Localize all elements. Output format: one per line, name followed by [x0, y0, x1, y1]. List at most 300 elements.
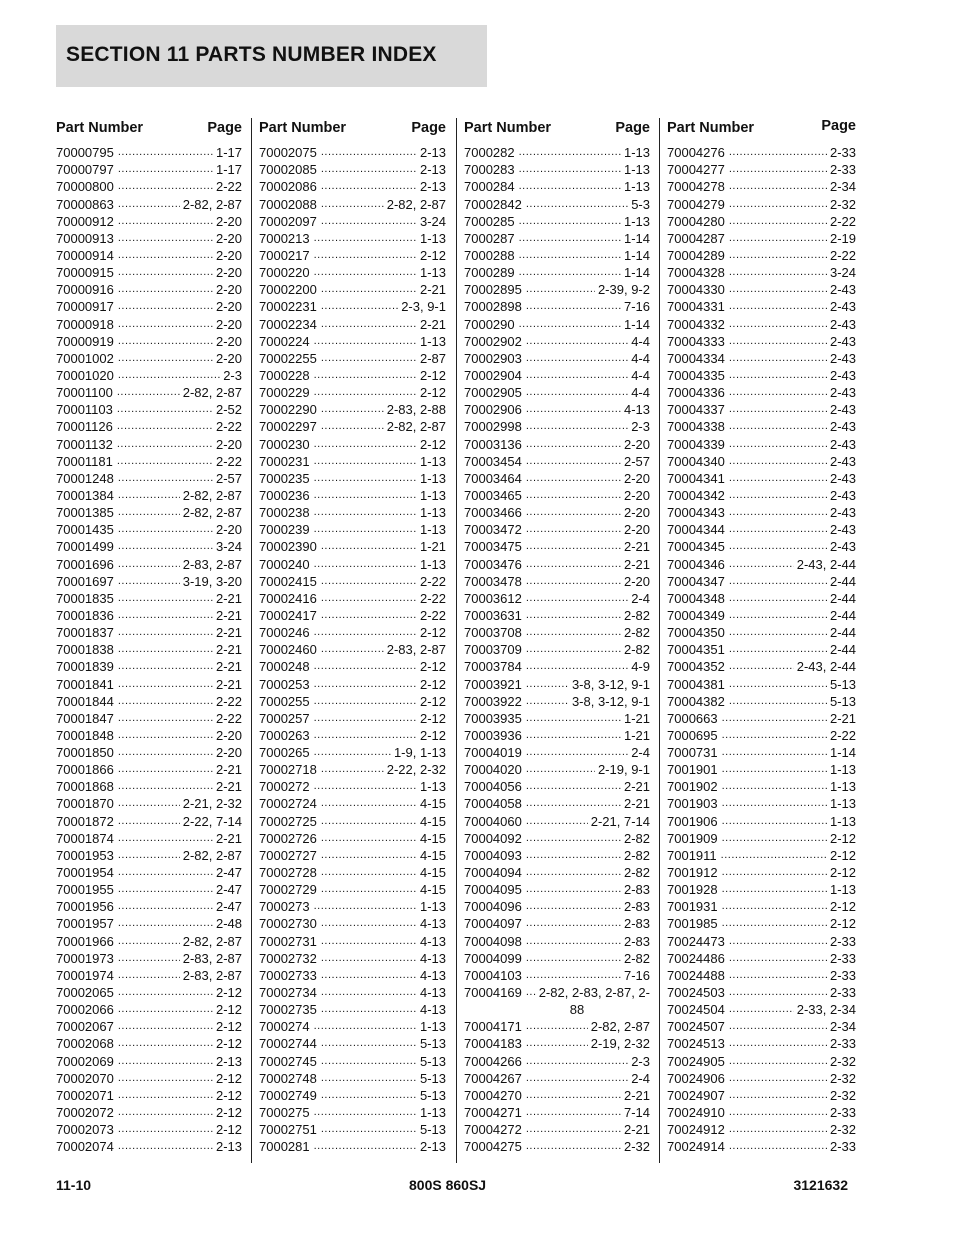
index-row	[464, 537, 650, 554]
index-row	[56, 606, 242, 623]
dot-leader	[321, 643, 384, 655]
index-row	[464, 212, 650, 229]
index-row	[56, 709, 242, 726]
part-number: 70004271	[464, 1105, 522, 1121]
page-reference: 2-83	[623, 933, 650, 949]
part-number: 70024910	[667, 1105, 725, 1121]
index-row	[464, 674, 650, 691]
page-reference: 2-82	[623, 847, 650, 863]
index-row	[259, 160, 446, 177]
part-number: 70002749	[259, 1087, 317, 1103]
page-reference: 2-21	[419, 282, 446, 298]
dot-leader	[321, 917, 417, 929]
page-reference: 2-82, 2-87	[182, 847, 242, 863]
part-number: 7000217	[259, 247, 310, 263]
index-row	[667, 314, 856, 331]
page-reference: 4-13	[419, 1002, 446, 1018]
dot-leader	[118, 592, 213, 604]
dot-leader	[721, 849, 827, 861]
index-row	[56, 726, 242, 743]
page-reference: 3-24	[829, 265, 856, 281]
index-row	[464, 589, 650, 606]
index-row	[56, 1000, 242, 1017]
index-row	[259, 640, 446, 657]
dot-leader	[117, 455, 213, 467]
part-number-header: Part Number	[667, 120, 755, 136]
page-header: Page	[615, 120, 650, 136]
page-reference: 2-34	[829, 1019, 856, 1035]
part-number: 70004348	[667, 590, 725, 606]
index-row	[56, 1103, 242, 1120]
index-row	[259, 1086, 446, 1103]
page-reference: 4-13	[623, 402, 650, 418]
dot-leader	[321, 935, 417, 947]
dot-leader	[729, 455, 827, 467]
dot-leader	[321, 797, 417, 809]
page-reference: 2-33	[829, 985, 856, 1001]
index-row	[259, 246, 446, 263]
index-row	[464, 469, 650, 486]
part-number: 70004270	[464, 1087, 522, 1103]
dot-leader	[118, 883, 213, 895]
page-reference: 2-82	[623, 607, 650, 623]
dot-leader	[118, 506, 180, 518]
part-number: 70024513	[667, 1036, 725, 1052]
dot-leader	[519, 146, 621, 158]
index-row	[667, 931, 856, 948]
index-row	[259, 434, 446, 451]
index-row	[667, 143, 856, 160]
dot-leader	[526, 369, 628, 381]
index-row	[56, 349, 242, 366]
index-row	[464, 314, 650, 331]
part-number: 70002903	[464, 350, 522, 366]
dot-leader	[321, 1089, 417, 1101]
dot-leader	[118, 797, 180, 809]
index-row	[464, 794, 650, 811]
dot-leader	[729, 163, 827, 175]
page-reference: 2-33	[829, 1036, 856, 1052]
index-row	[667, 537, 856, 554]
part-number: 70004332	[667, 316, 725, 332]
index-row	[667, 194, 856, 211]
part-number: 70024486	[667, 950, 725, 966]
dot-leader	[321, 986, 417, 998]
index-row	[259, 177, 446, 194]
dot-leader	[321, 763, 384, 775]
part-number: 7000285	[464, 213, 515, 229]
index-row	[259, 726, 446, 743]
page-reference: 2-13	[419, 145, 446, 161]
dot-leader	[729, 180, 827, 192]
index-row	[667, 1086, 856, 1103]
index-row	[56, 846, 242, 863]
index-row	[464, 846, 650, 863]
part-number: 70004280	[667, 213, 725, 229]
index-row	[464, 1103, 650, 1120]
index-row	[56, 777, 242, 794]
part-number: 70002902	[464, 333, 522, 349]
index-row	[464, 983, 650, 1000]
part-number: 70002073	[56, 1122, 114, 1138]
index-row	[667, 1034, 856, 1051]
part-number: 70001499	[56, 539, 114, 555]
part-number: 7000220	[259, 265, 310, 281]
dot-leader	[729, 678, 827, 690]
page-reference: 2-82	[623, 950, 650, 966]
index-row	[464, 417, 650, 434]
page-reference: 2-13	[215, 1053, 242, 1069]
index-row	[667, 674, 856, 691]
dot-leader	[118, 729, 213, 741]
page-reference: 2-20	[215, 230, 242, 246]
page-reference: 2-43, 2-44	[796, 659, 856, 675]
part-number: 7000257	[259, 710, 310, 726]
page-reference: 2-21	[215, 830, 242, 846]
page-reference: 2-20	[623, 487, 650, 503]
index-row	[259, 229, 446, 246]
part-number: 70003136	[464, 436, 522, 452]
dot-leader	[321, 883, 417, 895]
page-reference: 2-20	[215, 436, 242, 452]
index-column-1	[56, 118, 242, 1163]
page-reference: 2-34	[829, 179, 856, 195]
dot-leader	[314, 1106, 417, 1118]
page-reference: 2-43	[829, 539, 856, 555]
dot-leader	[722, 917, 827, 929]
page-reference: 2-19, 9-1	[597, 762, 650, 778]
dot-leader	[526, 729, 621, 741]
part-number: 70004103	[464, 967, 522, 983]
part-number: 70002735	[259, 1002, 317, 1018]
dot-leader	[321, 1037, 417, 1049]
page-reference: 2-21	[623, 1122, 650, 1138]
page-reference: 3-8, 3-12, 9-1	[571, 693, 650, 709]
page-reference: 2-82, 2-87	[386, 419, 446, 435]
page-reference: 2-52	[215, 402, 242, 418]
index-row	[259, 349, 446, 366]
index-row	[667, 1069, 856, 1086]
dot-leader	[526, 763, 595, 775]
index-row	[259, 452, 446, 469]
index-row	[464, 160, 650, 177]
index-row	[259, 811, 446, 828]
index-row	[56, 589, 242, 606]
part-number: 70001696	[56, 556, 114, 572]
page-reference: 2-4	[631, 1070, 650, 1086]
part-number: 7000289	[464, 265, 515, 281]
part-number: 7000283	[464, 162, 515, 178]
part-number: 70003454	[464, 453, 522, 469]
part-number: 70004060	[464, 813, 522, 829]
dot-leader	[118, 283, 213, 295]
page-reference: 2-33	[829, 1105, 856, 1121]
manual-number: 3121632	[793, 1177, 848, 1193]
index-row	[259, 572, 446, 589]
part-number: 70002069	[56, 1053, 114, 1069]
dot-leader	[118, 318, 213, 330]
page-reference: 2-47	[215, 882, 242, 898]
dot-leader	[519, 318, 621, 330]
part-number: 70001839	[56, 659, 114, 675]
page-reference: 2-82, 2-87	[182, 505, 242, 521]
part-number: 70002255	[259, 350, 317, 366]
part-number: 70004336	[667, 385, 725, 401]
index-row	[56, 1137, 242, 1154]
dot-leader	[314, 369, 417, 381]
page-reference: 2-22	[419, 607, 446, 623]
part-number: 70001868	[56, 779, 114, 795]
page-reference: 1-13	[419, 1105, 446, 1121]
page-reference: 2-82	[623, 625, 650, 641]
page-reference: 2-32	[829, 1122, 856, 1138]
page-reference: 2-20	[215, 282, 242, 298]
page-reference: 2-21	[623, 539, 650, 555]
page-reference: 2-20	[215, 522, 242, 538]
dot-leader	[729, 575, 827, 587]
part-number: 7000695	[667, 727, 718, 743]
part-number: 7000255	[259, 693, 310, 709]
dot-leader	[314, 558, 417, 570]
dot-leader	[729, 438, 827, 450]
page-reference: 2-22, 2-32	[386, 762, 446, 778]
column-header	[464, 120, 650, 140]
index-row	[56, 1069, 242, 1086]
index-row	[667, 709, 856, 726]
dot-leader	[118, 1106, 213, 1118]
part-number: 7000238	[259, 505, 310, 521]
index-row	[56, 212, 242, 229]
page-reference: 1-13	[419, 556, 446, 572]
page-reference: 5-13	[419, 1070, 446, 1086]
dot-leader	[526, 283, 595, 295]
page-reference: 2-21	[215, 607, 242, 623]
part-number: 70004382	[667, 693, 725, 709]
part-number: 70024914	[667, 1139, 725, 1155]
dot-leader	[729, 283, 827, 295]
dot-leader	[722, 900, 827, 912]
index-row	[667, 623, 856, 640]
page-reference: 2-21, 2-32	[182, 796, 242, 812]
dot-leader	[519, 180, 621, 192]
part-number: 70004351	[667, 642, 725, 658]
dot-leader	[526, 1072, 628, 1084]
part-number: 70004335	[667, 367, 725, 383]
dot-leader	[118, 1055, 213, 1067]
part-number: 70002416	[259, 590, 317, 606]
page-reference: 2-43	[829, 367, 856, 383]
index-row	[667, 1051, 856, 1068]
dot-leader	[526, 403, 621, 415]
part-number: 70001870	[56, 796, 114, 812]
page-reference: 2-20	[215, 299, 242, 315]
dot-leader	[526, 352, 628, 364]
page-reference: 2-44	[829, 642, 856, 658]
part-number: 70003936	[464, 727, 522, 743]
part-number: 70002998	[464, 419, 522, 435]
dot-leader	[729, 318, 827, 330]
part-number: 70002200	[259, 282, 317, 298]
page-header: Page	[411, 120, 446, 136]
dot-leader	[526, 660, 628, 672]
page-reference: 2-82, 2-87	[182, 933, 242, 949]
part-number: 70004058	[464, 796, 522, 812]
index-row	[56, 897, 242, 914]
index-row	[464, 726, 650, 743]
dot-leader	[118, 626, 213, 638]
part-number: 70002906	[464, 402, 522, 418]
page-reference: 2-12	[419, 625, 446, 641]
page-reference: 2-4	[631, 745, 650, 761]
index-row	[667, 520, 856, 537]
page-reference: 2-48	[215, 916, 242, 932]
index-row	[56, 983, 242, 1000]
part-number: 7001911	[667, 847, 717, 863]
part-number: 7000224	[259, 333, 310, 349]
page-reference: 2-21	[215, 762, 242, 778]
index-row	[56, 400, 242, 417]
part-number: 70002460	[259, 642, 317, 658]
page-reference: 2-32	[623, 1139, 650, 1155]
part-number: 70002070	[56, 1070, 114, 1086]
section-title: SECTION 11 PARTS NUMBER INDEX	[66, 43, 437, 66]
dot-leader	[722, 780, 827, 792]
part-number: 70004347	[667, 573, 725, 589]
index-row	[259, 1069, 446, 1086]
dot-leader	[118, 969, 180, 981]
page-reference: 1-17	[215, 145, 242, 161]
dot-leader	[729, 1123, 827, 1135]
page-reference: 5-13	[419, 1087, 446, 1103]
part-number: 70004337	[667, 402, 725, 418]
dot-leader	[118, 1037, 213, 1049]
part-number: 70001100	[56, 385, 113, 401]
part-number: 70001955	[56, 882, 114, 898]
part-number: 70002725	[259, 813, 317, 829]
page-reference: 2-22	[419, 573, 446, 589]
dot-leader	[526, 883, 621, 895]
dot-leader	[118, 180, 213, 192]
part-number: 7000230	[259, 436, 310, 452]
dot-leader	[722, 797, 827, 809]
dot-leader	[519, 232, 621, 244]
index-row	[259, 931, 446, 948]
index-row	[259, 1017, 446, 1034]
page-reference: 1-14	[623, 230, 650, 246]
index-row	[667, 640, 856, 657]
part-number: 70001954	[56, 865, 114, 881]
page-reference: 2-47	[215, 899, 242, 915]
dot-leader	[729, 695, 827, 707]
index-row	[259, 674, 446, 691]
index-row	[56, 863, 242, 880]
page-reference: 7-16	[623, 967, 650, 983]
part-number: 70004381	[667, 676, 725, 692]
page-reference: 2-12	[419, 659, 446, 675]
dot-leader	[729, 386, 827, 398]
page-reference: 1-17	[215, 162, 242, 178]
page-reference: 3-24	[215, 539, 242, 555]
index-row	[667, 263, 856, 280]
part-number: 70002905	[464, 385, 522, 401]
page-reference: 2-44	[829, 573, 856, 589]
dot-leader	[729, 952, 827, 964]
index-row	[667, 246, 856, 263]
index-row	[667, 1137, 856, 1154]
index-row	[464, 383, 650, 400]
page-reference: 1-13	[623, 162, 650, 178]
index-row	[259, 212, 446, 229]
index-row	[667, 349, 856, 366]
index-row	[667, 983, 856, 1000]
page-reference: 2-20	[215, 727, 242, 743]
part-number: 70003475	[464, 539, 522, 555]
part-number: 70004339	[667, 436, 725, 452]
page-reference: 2-21	[215, 590, 242, 606]
index-row	[667, 949, 856, 966]
page-reference: 2-20	[215, 213, 242, 229]
dot-leader	[314, 455, 417, 467]
page-header: Page	[207, 120, 242, 136]
index-row	[667, 829, 856, 846]
page-reference: 4-4	[631, 367, 650, 383]
dot-leader	[729, 249, 827, 261]
page-reference: 2-43	[829, 350, 856, 366]
part-number: 70001848	[56, 727, 114, 743]
dot-leader	[526, 986, 536, 998]
dot-leader	[118, 146, 213, 158]
page-reference: 1-14	[829, 745, 856, 761]
index-row	[667, 160, 856, 177]
part-number: 70002733	[259, 967, 317, 983]
index-row	[667, 589, 856, 606]
index-row	[464, 263, 650, 280]
index-row	[259, 692, 446, 709]
page-reference: 2-82, 2-87	[590, 1019, 650, 1035]
index-row	[667, 297, 856, 314]
dot-leader	[729, 540, 827, 552]
index-row	[259, 280, 446, 297]
index-row	[259, 846, 446, 863]
part-number: 7000281	[259, 1139, 310, 1155]
dot-leader	[526, 935, 621, 947]
page-reference: 2-43	[829, 333, 856, 349]
page-reference: 1-13	[419, 333, 446, 349]
part-number: 70004099	[464, 950, 522, 966]
dot-leader	[118, 866, 213, 878]
page-reference: 4-9	[631, 659, 650, 675]
section-header	[56, 25, 487, 87]
dot-leader	[729, 472, 827, 484]
page-reference: 2-20	[623, 522, 650, 538]
part-number: 70004266	[464, 1053, 522, 1069]
dot-leader	[526, 746, 628, 758]
page-reference: 2-82, 2-87	[182, 385, 242, 401]
dot-leader	[118, 643, 213, 655]
index-row	[667, 657, 856, 674]
page-reference: 1-13	[419, 230, 446, 246]
part-number: 70004352	[667, 659, 725, 675]
page-reference: 4-4	[631, 333, 650, 349]
index-row	[464, 709, 650, 726]
index-row	[56, 332, 242, 349]
page-reference: 1-14	[623, 316, 650, 332]
page-reference: 2-12	[419, 436, 446, 452]
index-row	[259, 537, 446, 554]
dot-leader	[526, 626, 621, 638]
part-number: 7001928	[667, 882, 718, 898]
part-number: 70001838	[56, 642, 114, 658]
